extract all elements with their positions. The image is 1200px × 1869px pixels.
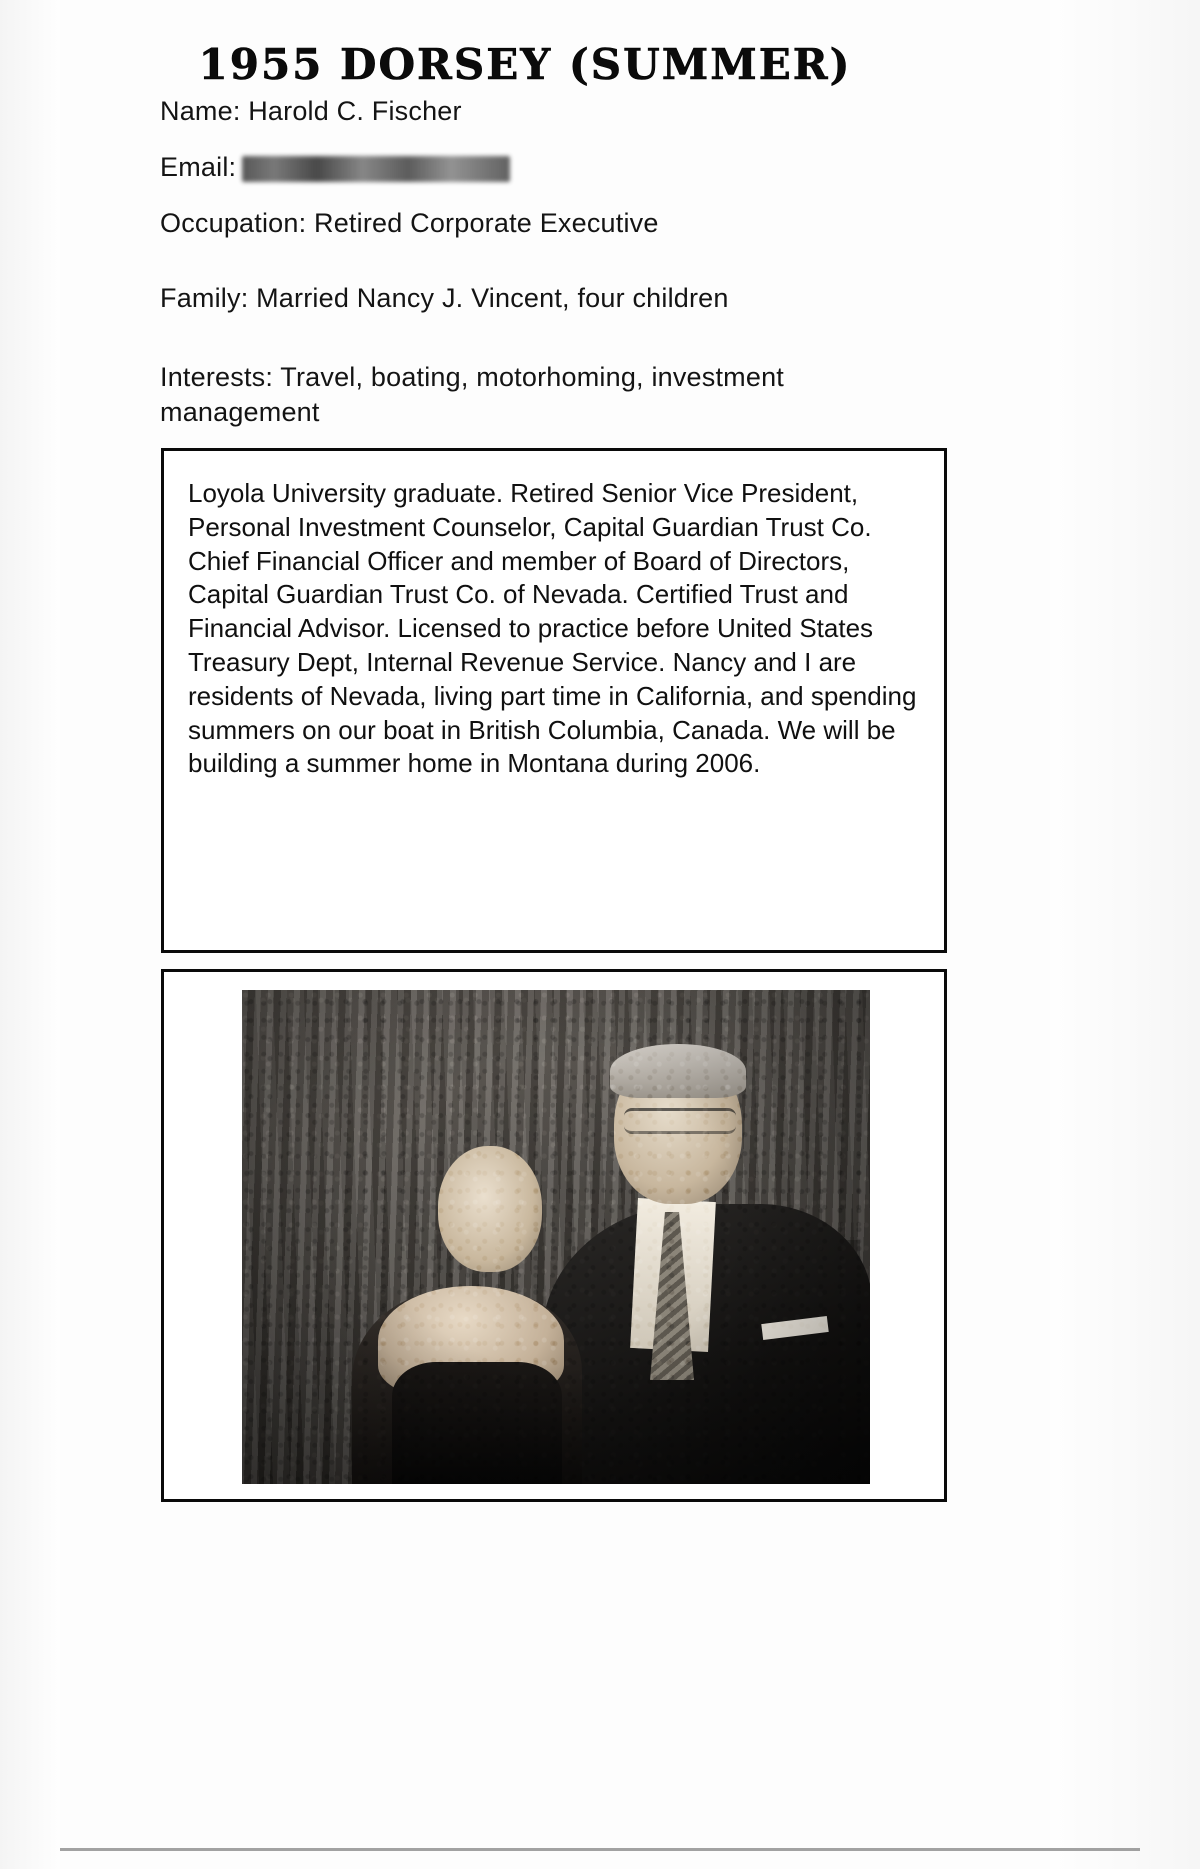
bio-box [161, 448, 947, 953]
field-interests-value: Travel, boating, motorhoming, investment management [160, 362, 784, 427]
page-title: 1955 DORSEY (SUMMER) [198, 40, 852, 89]
portrait-photo [242, 990, 870, 1484]
field-interests [160, 360, 920, 429]
scan-edge-right [1050, 0, 1200, 1869]
field-family-value: Married Nancy J. Vincent, four children [256, 283, 729, 313]
field-occupation-label: Occupation: [160, 208, 307, 238]
field-family-label: Family: [160, 283, 249, 313]
field-name-label: Name: [160, 96, 241, 126]
photo-frame [161, 969, 947, 1502]
field-name-value: Harold C. Fischer [248, 96, 462, 126]
photo-vignette [242, 990, 870, 1484]
field-email-label: Email: [160, 152, 237, 182]
redaction-bar [242, 156, 510, 182]
scan-edge-bottom [60, 1848, 1140, 1851]
field-email [160, 152, 510, 183]
field-interests-label: Interests: [160, 362, 274, 392]
scan-edge-left [0, 0, 60, 1869]
field-occupation-value: Retired Corporate Executive [314, 208, 659, 238]
field-name [160, 96, 462, 127]
bio-text: Loyola University graduate. Retired Senior Vice President, Personal Investment Counselor, Capital Guardian Trust Co. Chief Financial Officer and member of Board of Directors, Capital Guardian Trust Co. of Nevada. Certified Trust and Financial Advisor. Licensed to practice before United States Treasury Dept, Internal Revenue Service. Nancy and I are residents of Nevada, living part time in California, and spending summers on our boat in British Columbia, Canada. We will be building a summer home in Montana during 2006. [188, 478, 917, 779]
field-family [160, 283, 729, 314]
field-occupation [160, 208, 659, 239]
